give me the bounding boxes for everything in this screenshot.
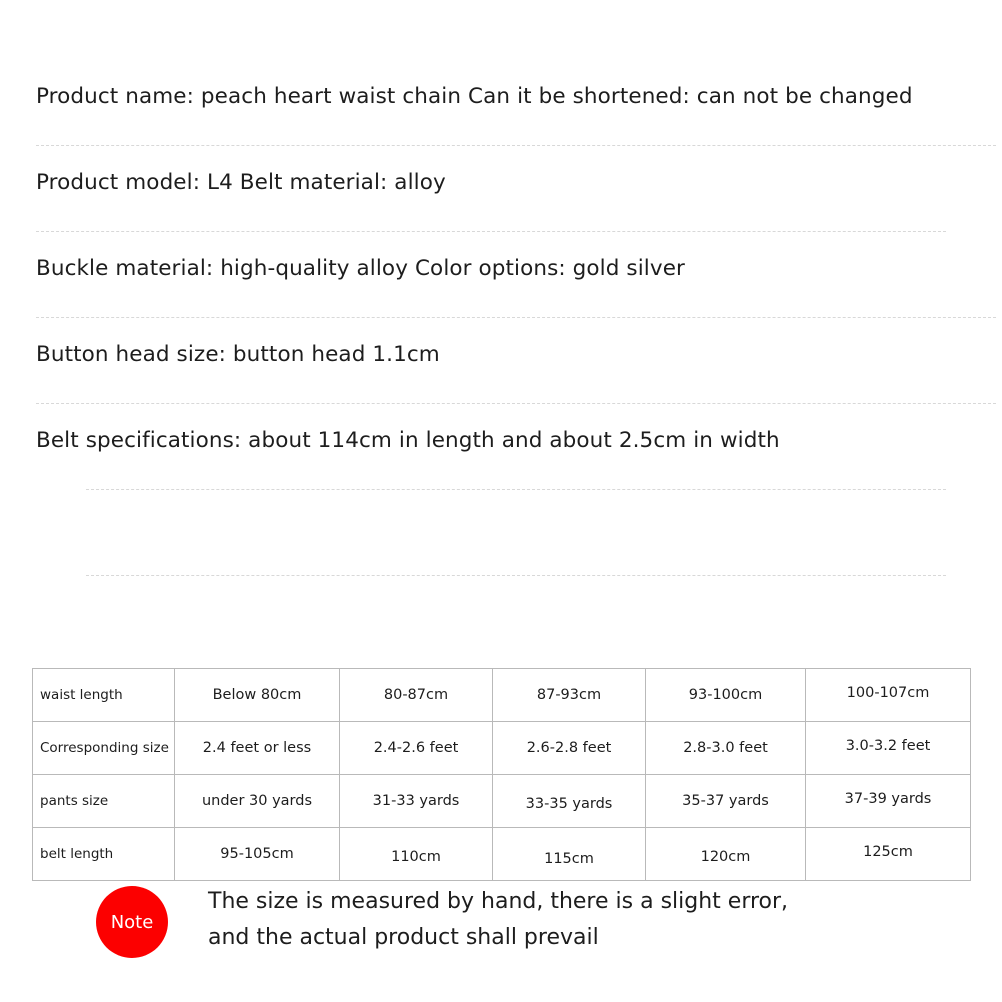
spec-text: Buckle material: high-quality alloy Color options: gold silver — [36, 256, 685, 281]
row-label: belt length — [33, 828, 175, 881]
table-cell: 93-100cm — [646, 669, 806, 722]
spec-row — [36, 70, 996, 156]
spec-divider — [36, 403, 996, 404]
table-cell: 100-107cm — [806, 667, 971, 720]
table-cell: 2.6-2.8 feet — [493, 722, 646, 775]
row-label: pants size — [33, 775, 175, 828]
spec-row — [36, 242, 996, 328]
spec-row — [36, 156, 996, 242]
table-row — [33, 828, 971, 881]
table-cell: under 30 yards — [175, 775, 340, 828]
note-section — [96, 884, 976, 958]
table-cell: Below 80cm — [175, 669, 340, 722]
table-cell: 37-39 yards — [806, 773, 971, 826]
note-text — [208, 884, 788, 955]
spec-divider — [36, 231, 946, 232]
note-line-1: The size is measured by hand, there is a slight error, — [208, 889, 789, 914]
spec-row — [36, 414, 996, 500]
spec-text: Product name: peach heart waist chain Can it be shortened: can not be changed — [36, 84, 913, 109]
table-cell: 87-93cm — [493, 669, 646, 722]
table-cell: 31-33 yards — [340, 775, 493, 828]
spec-text: Belt specifications: about 114cm in length and about 2.5cm in width — [36, 428, 780, 453]
note-badge: Note — [96, 886, 168, 958]
table-cell: 120cm — [646, 831, 806, 884]
table-cell: 2.4 feet or less — [175, 722, 340, 775]
table-cell: 110cm — [340, 831, 493, 884]
table-cell: 33-35 yards — [493, 778, 646, 831]
spec-divider — [36, 145, 996, 146]
table-cell: 80-87cm — [340, 669, 493, 722]
spec-divider — [86, 489, 946, 490]
spec-text: Button head size: button head 1.1cm — [36, 342, 440, 367]
spec-divider — [36, 317, 996, 318]
table-cell: 2.8-3.0 feet — [646, 722, 806, 775]
size-chart-table — [32, 668, 971, 881]
spec-divider — [86, 575, 946, 576]
table-cell: 115cm — [493, 833, 646, 886]
table-row — [33, 722, 971, 775]
specification-list — [36, 70, 996, 586]
row-label: waist length — [33, 669, 175, 722]
spec-text: Product model: L4 Belt material: alloy — [36, 170, 446, 195]
row-label: Corresponding size — [33, 722, 175, 775]
table-row — [33, 775, 971, 828]
table-cell: 3.0-3.2 feet — [806, 720, 971, 773]
table-cell: 35-37 yards — [646, 775, 806, 828]
spec-row — [36, 328, 996, 414]
table-row — [33, 669, 971, 722]
note-line-2: and the actual product shall prevail — [208, 924, 599, 950]
table-cell: 125cm — [806, 826, 971, 879]
table-cell: 2.4-2.6 feet — [340, 722, 493, 775]
table-cell: 95-105cm — [175, 828, 340, 881]
spec-row-empty — [36, 500, 996, 586]
